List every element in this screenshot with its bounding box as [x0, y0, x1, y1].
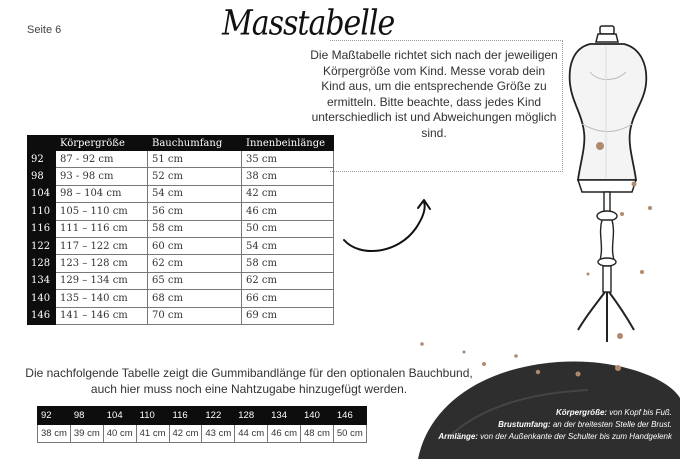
- waist-cell: 62 cm: [148, 255, 242, 272]
- table-row: [28, 168, 334, 185]
- inseam-cell: 58 cm: [242, 255, 334, 272]
- band-size-cell: 98: [70, 407, 103, 425]
- measurement-height-label: Körpergröße:: [555, 408, 608, 417]
- table-row: [28, 290, 334, 307]
- waist-cell: 58 cm: [148, 220, 242, 237]
- size-cell: 134: [28, 272, 56, 289]
- band-size-cell: 116: [169, 407, 202, 425]
- waist-cell: 54 cm: [148, 185, 242, 202]
- height-cell: 87 - 92 cm: [56, 151, 148, 168]
- height-cell: 141 – 146 cm: [56, 307, 148, 324]
- measurement-arm-text: von der Außenkante der Schulter bis zum Handgelenk: [477, 432, 672, 441]
- band-length-cell: 42 cm: [169, 425, 202, 443]
- band-table: [37, 406, 367, 443]
- waist-cell: 70 cm: [148, 307, 242, 324]
- band-length-cell: 50 cm: [333, 425, 366, 443]
- inseam-cell: 42 cm: [242, 185, 334, 202]
- band-size-cell: 92: [38, 407, 71, 425]
- band-size-cell: 134: [268, 407, 301, 425]
- page-title: Masstabelle: [222, 3, 395, 44]
- height-cell: 117 – 122 cm: [56, 237, 148, 254]
- table-row: [28, 220, 334, 237]
- table-row: [28, 272, 334, 289]
- inseam-cell: 66 cm: [242, 290, 334, 307]
- band-size-cell: 104: [103, 407, 136, 425]
- band-length-cell: 41 cm: [136, 425, 169, 443]
- height-cell: 123 – 128 cm: [56, 255, 148, 272]
- band-table-sizes-row: [38, 407, 367, 425]
- band-length-cell: 46 cm: [268, 425, 301, 443]
- header-cell-inseam: Innenbeinlänge: [242, 136, 334, 151]
- header-cell-height: Körpergröße: [56, 136, 148, 151]
- height-cell: 111 – 116 cm: [56, 220, 148, 237]
- waist-cell: 65 cm: [148, 272, 242, 289]
- table-row: [28, 151, 334, 168]
- inseam-cell: 46 cm: [242, 203, 334, 220]
- size-table-header: [28, 136, 334, 151]
- mannequin-illustration: [560, 24, 660, 364]
- band-length-cell: 48 cm: [301, 425, 334, 443]
- measurement-arm-label: Armlänge:: [438, 432, 478, 441]
- table-row: [28, 237, 334, 254]
- size-cell: 146: [28, 307, 56, 324]
- table-row: [28, 255, 334, 272]
- curved-arrow-icon: [340, 196, 432, 260]
- band-size-cell: 140: [301, 407, 334, 425]
- height-cell: 93 - 98 cm: [56, 168, 148, 185]
- table-row: [28, 203, 334, 220]
- inseam-cell: 35 cm: [242, 151, 334, 168]
- measurement-arm: [382, 431, 672, 443]
- note-text: Die Maßtabelle richtet sich nach der jeweiligen Körpergröße vom Kind. Messe vorab dein Kind aus, um die entsprechende Größe zu ermitteln. Bitte beachte, dass jedes Kind unterschiedlich ist und Abweichungen möglich sind.: [310, 48, 558, 140]
- page-number: Seite 6: [27, 24, 62, 36]
- height-cell: 129 – 134 cm: [56, 272, 148, 289]
- measurement-chest-text: an der breitesten Stelle der Brust.: [550, 420, 672, 429]
- height-cell: 105 – 110 cm: [56, 203, 148, 220]
- inseam-cell: 69 cm: [242, 307, 334, 324]
- header-cell-size: [28, 136, 56, 151]
- height-cell: 98 – 104 cm: [56, 185, 148, 202]
- band-length-cell: 38 cm: [38, 425, 71, 443]
- measurement-chest: [382, 419, 672, 431]
- band-length-cell: 43 cm: [202, 425, 235, 443]
- height-cell: 135 – 140 cm: [56, 290, 148, 307]
- table-row: [28, 185, 334, 202]
- waist-cell: 56 cm: [148, 203, 242, 220]
- measurement-chest-label: Brustumfang:: [498, 420, 551, 429]
- table-row: [28, 307, 334, 324]
- size-table: [27, 135, 334, 325]
- waist-cell: 51 cm: [148, 151, 242, 168]
- inseam-cell: 50 cm: [242, 220, 334, 237]
- band-description: [10, 366, 488, 397]
- band-size-cell: 128: [235, 407, 268, 425]
- waist-cell: 60 cm: [148, 237, 242, 254]
- measurement-height-text: von Kopf bis Fuß.: [607, 408, 672, 417]
- measurement-notes: [382, 407, 672, 443]
- size-cell: 104: [28, 185, 56, 202]
- band-length-cell: 40 cm: [103, 425, 136, 443]
- size-cell: 122: [28, 237, 56, 254]
- size-cell: 116: [28, 220, 56, 237]
- band-table-lengths-row: [38, 425, 367, 443]
- band-length-cell: 44 cm: [235, 425, 268, 443]
- size-cell: 128: [28, 255, 56, 272]
- band-size-cell: 110: [136, 407, 169, 425]
- waist-cell: 68 cm: [148, 290, 242, 307]
- band-size-cell: 122: [202, 407, 235, 425]
- size-cell: 92: [28, 151, 56, 168]
- band-size-cell: 146: [333, 407, 366, 425]
- size-cell: 98: [28, 168, 56, 185]
- waist-cell: 52 cm: [148, 168, 242, 185]
- inseam-cell: 38 cm: [242, 168, 334, 185]
- inseam-cell: 62 cm: [242, 272, 334, 289]
- band-length-cell: 39 cm: [70, 425, 103, 443]
- inseam-cell: 54 cm: [242, 237, 334, 254]
- header-cell-waist: Bauchumfang: [148, 136, 242, 151]
- measurement-height: [382, 407, 672, 419]
- band-description-line1: Die nachfolgende Tabelle zeigt die Gummibandlänge für den optionalen Bauchbund,: [25, 366, 473, 380]
- band-description-line2: auch hier muss noch eine Nahtzugabe hinzugefügt werden.: [90, 381, 408, 396]
- size-cell: 140: [28, 290, 56, 307]
- size-cell: 110: [28, 203, 56, 220]
